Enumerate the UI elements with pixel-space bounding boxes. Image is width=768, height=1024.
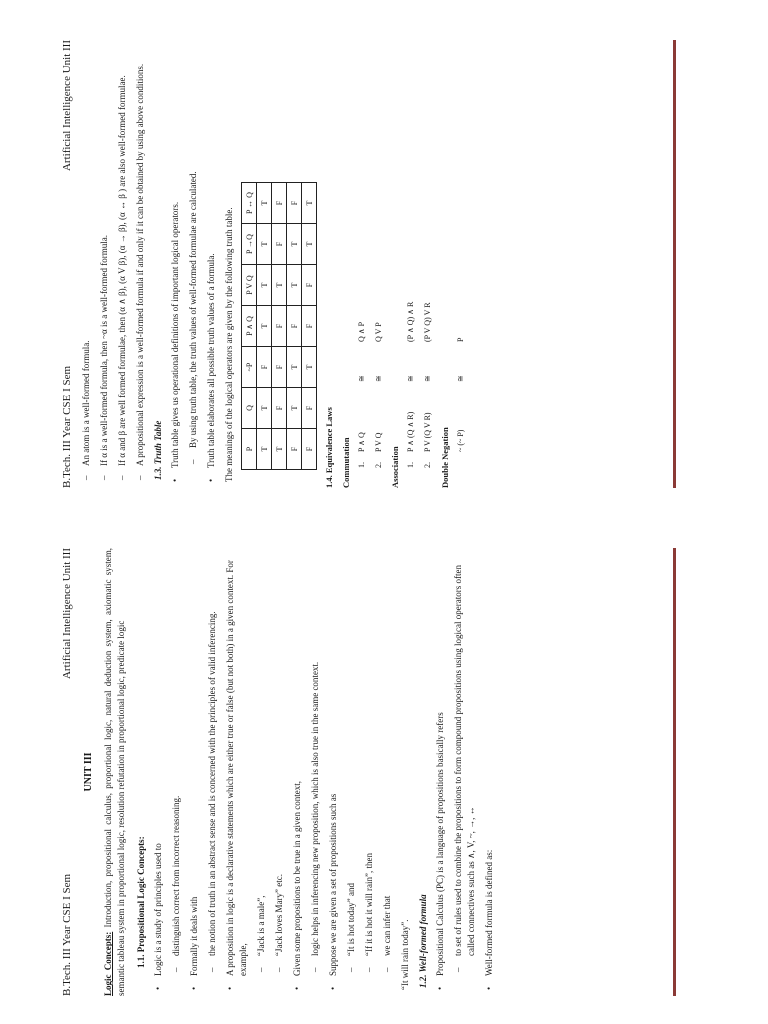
- rain-today-text: “It will rain today”.: [400, 919, 411, 990]
- law-right: (P ∧ Q) ∧ R: [406, 301, 416, 342]
- truth-table-cell: F: [272, 183, 287, 224]
- intro-label: Logic Concepts:: [103, 931, 114, 996]
- unit-title: UNIT III: [82, 752, 94, 792]
- header-right: Artificial Intelligence Unit III: [61, 40, 73, 172]
- commutation-heading: Commutation: [340, 437, 351, 488]
- dash-set-of-rules: – to set of rules used to combine the propositions to form compound propositions using logical operators often called connectives such as ∧, V, ~, →, ↔: [452, 548, 478, 996]
- truth-table-cell: T: [302, 347, 317, 388]
- footer-rule: [673, 548, 676, 996]
- law-right: Q ∧ P: [356, 321, 366, 342]
- header-left: B.Tech. III Year CSE I Sem: [61, 365, 73, 488]
- truth-table-cell: F: [302, 388, 317, 429]
- bullet-given-propositions: • Given some propositions to be true in a given context,: [291, 548, 304, 996]
- bullet-suppose: • Suppose we are given a set of propositions such as: [327, 548, 340, 996]
- law-equiv: ≅: [356, 375, 366, 382]
- truth-table-cell: F: [287, 306, 302, 347]
- left-page: [60, 548, 676, 996]
- truth-table-header-cell: P →Q: [242, 224, 257, 265]
- association-heading: Association: [390, 446, 401, 488]
- law-equiv: ≅: [373, 375, 383, 382]
- law-right: Q V P: [373, 322, 383, 342]
- truth-table-cell: T: [257, 265, 272, 306]
- truth-table-cell: F: [287, 429, 302, 470]
- truth-table-intro: The meanings of the logical operators are given by the following truth table.: [224, 207, 235, 482]
- bullet-truth-table-definitions: • Truth table gives us operational definitions of important logical operators.: [169, 40, 182, 488]
- dash-distinguish: – distinguish correct from incorrect reasoning.: [170, 548, 183, 996]
- truth-table-cell: T: [287, 388, 302, 429]
- dash-if-hot: – “If it is hot it will rain”, then: [363, 548, 376, 996]
- truth-table-header-cell: P V Q: [242, 265, 257, 306]
- dash-notion-of-truth: – the notion of truth in an abstract sense and is concerned with the principles of valid inferencing.: [206, 548, 219, 996]
- law-right: (P V Q) V R: [423, 302, 433, 342]
- law-number: 2.: [373, 462, 383, 468]
- dash-hot-today: – “It is hot today” and: [345, 548, 358, 996]
- dash-jack-male: – “Jack is a male”,: [255, 548, 268, 996]
- bullet-logic-study: • Logic is a study of principles used to: [152, 548, 165, 996]
- truth-table-cell: T: [302, 183, 317, 224]
- law-row: [356, 40, 368, 488]
- law-number: 1.: [406, 462, 416, 468]
- law-row: [455, 40, 467, 488]
- bullet-wff-defined: • Well-formed formula is defined as:: [483, 548, 496, 996]
- law-left: P V Q: [373, 432, 383, 452]
- truth-table-cell: F: [302, 429, 317, 470]
- truth-table-header-cell: P: [242, 429, 257, 470]
- table-row: [287, 183, 302, 470]
- truth-table-cell: T: [287, 224, 302, 265]
- truth-table-cell: F: [272, 388, 287, 429]
- footer-rule: [673, 40, 676, 488]
- truth-table: [241, 182, 317, 470]
- truth-table-cell: T: [257, 429, 272, 470]
- truth-table-cell: T: [257, 183, 272, 224]
- law-row: [405, 40, 417, 488]
- bullet-pc-language: • Propositional Calculus (PC) is a language of propositions basically refers: [434, 548, 447, 996]
- law-left: P ∧ (Q ∧ R): [406, 411, 416, 452]
- truth-table-cell: F: [287, 183, 302, 224]
- truth-table-cell: T: [272, 265, 287, 306]
- dash-truth-values: – By using truth table, the truth values of well-formed formulae are calculated.: [187, 40, 200, 488]
- law-equiv: ≅: [406, 375, 416, 382]
- truth-table-cell: T: [272, 429, 287, 470]
- truth-table-cell: F: [272, 306, 287, 347]
- law-left: P ∧ Q: [356, 432, 366, 452]
- law-equiv: ≅: [455, 375, 465, 382]
- dash-logic-inferencing: – logic helps in inferencing new proposition, which is also true in the same context.: [309, 548, 322, 996]
- intro-paragraph: [102, 548, 128, 996]
- law-left: ~ (~ P): [455, 429, 465, 452]
- page-header: [60, 40, 76, 488]
- truth-table-cell: T: [257, 388, 272, 429]
- page-header: [60, 548, 76, 996]
- truth-table-cell: F: [257, 347, 272, 388]
- truth-table-cell: T: [302, 224, 317, 265]
- table-row: [302, 183, 317, 470]
- law-row: [373, 40, 385, 488]
- section-1-1-heading: 1.1. Propositional Logic Concepts:: [135, 836, 146, 968]
- law-number: 1.: [356, 462, 366, 468]
- truth-table-cell: F: [302, 265, 317, 306]
- table-row: [272, 183, 287, 470]
- truth-table-cell: T: [257, 224, 272, 265]
- truth-table-header-cell: Q: [242, 388, 257, 429]
- dash-atom: – An atom is a well-formed formula.: [80, 40, 93, 488]
- dash-negation-wff: – If α is a well-formed formula, then ~α is a well-formed formula.: [98, 40, 111, 488]
- law-number: [455, 452, 467, 488]
- truth-table-header-cell: P ↔ Q: [242, 183, 257, 224]
- law-equiv: ≅: [423, 375, 433, 382]
- truth-table-cell: T: [287, 347, 302, 388]
- truth-table-header-cell: ~P: [242, 347, 257, 388]
- truth-table-cell: F: [272, 347, 287, 388]
- dash-jack-loves-mary: – “Jack loves Mary” etc.: [273, 548, 286, 996]
- law-right: P: [455, 337, 465, 342]
- header-right: Artificial Intelligence Unit III: [61, 548, 73, 680]
- header-left: B.Tech. III Year CSE I Sem: [61, 873, 73, 996]
- section-1-4-heading: 1.4. Equivalence Laws: [324, 407, 335, 488]
- section-1-3-heading: 1.3. Truth Table: [153, 420, 164, 480]
- bullet-truth-table-elaborates: • Truth table elaborates all possible truth values of a formula.: [205, 40, 218, 488]
- truth-table-cell: F: [302, 306, 317, 347]
- section-1-2-heading: 1.2. Well-formed formula: [418, 894, 429, 988]
- truth-table-cell: T: [257, 306, 272, 347]
- double-negation-heading: Double Negation: [439, 427, 450, 488]
- law-row: [422, 40, 434, 488]
- bullet-formally: • Formally it deals with: [188, 548, 201, 996]
- table-row: [257, 183, 272, 470]
- truth-table-header-cell: P ∧ Q: [242, 306, 257, 347]
- dash-infer: – we can infer that: [381, 548, 394, 996]
- truth-table-cell: T: [287, 265, 302, 306]
- intro-text: Introduction, propositional calculus, proportional logic, natural deduction system, axiomatic system, semantic tableau system in proportional logic, resolution refutation in proportional logic, predicate logic: [103, 548, 127, 996]
- law-number: 2.: [423, 462, 433, 468]
- dash-propositional-expression: – A propositional expression is a well-formed formula if and only if it can be obtained by using above conditions.: [134, 40, 147, 488]
- bullet-proposition: • A proposition in logic is a declarative statements which are either true or false (but not both) in a given context. For example,: [224, 548, 250, 996]
- truth-table-header-row: [242, 183, 257, 470]
- right-page: [60, 40, 676, 488]
- law-left: P V (Q V R): [423, 412, 433, 452]
- dash-compound-wff: – If α and β are well formed formulae, then (α ∧ β), (α V β), (α → β), (α ↔ β ) are also well-formed formulae.: [116, 40, 129, 488]
- truth-table-cell: F: [272, 224, 287, 265]
